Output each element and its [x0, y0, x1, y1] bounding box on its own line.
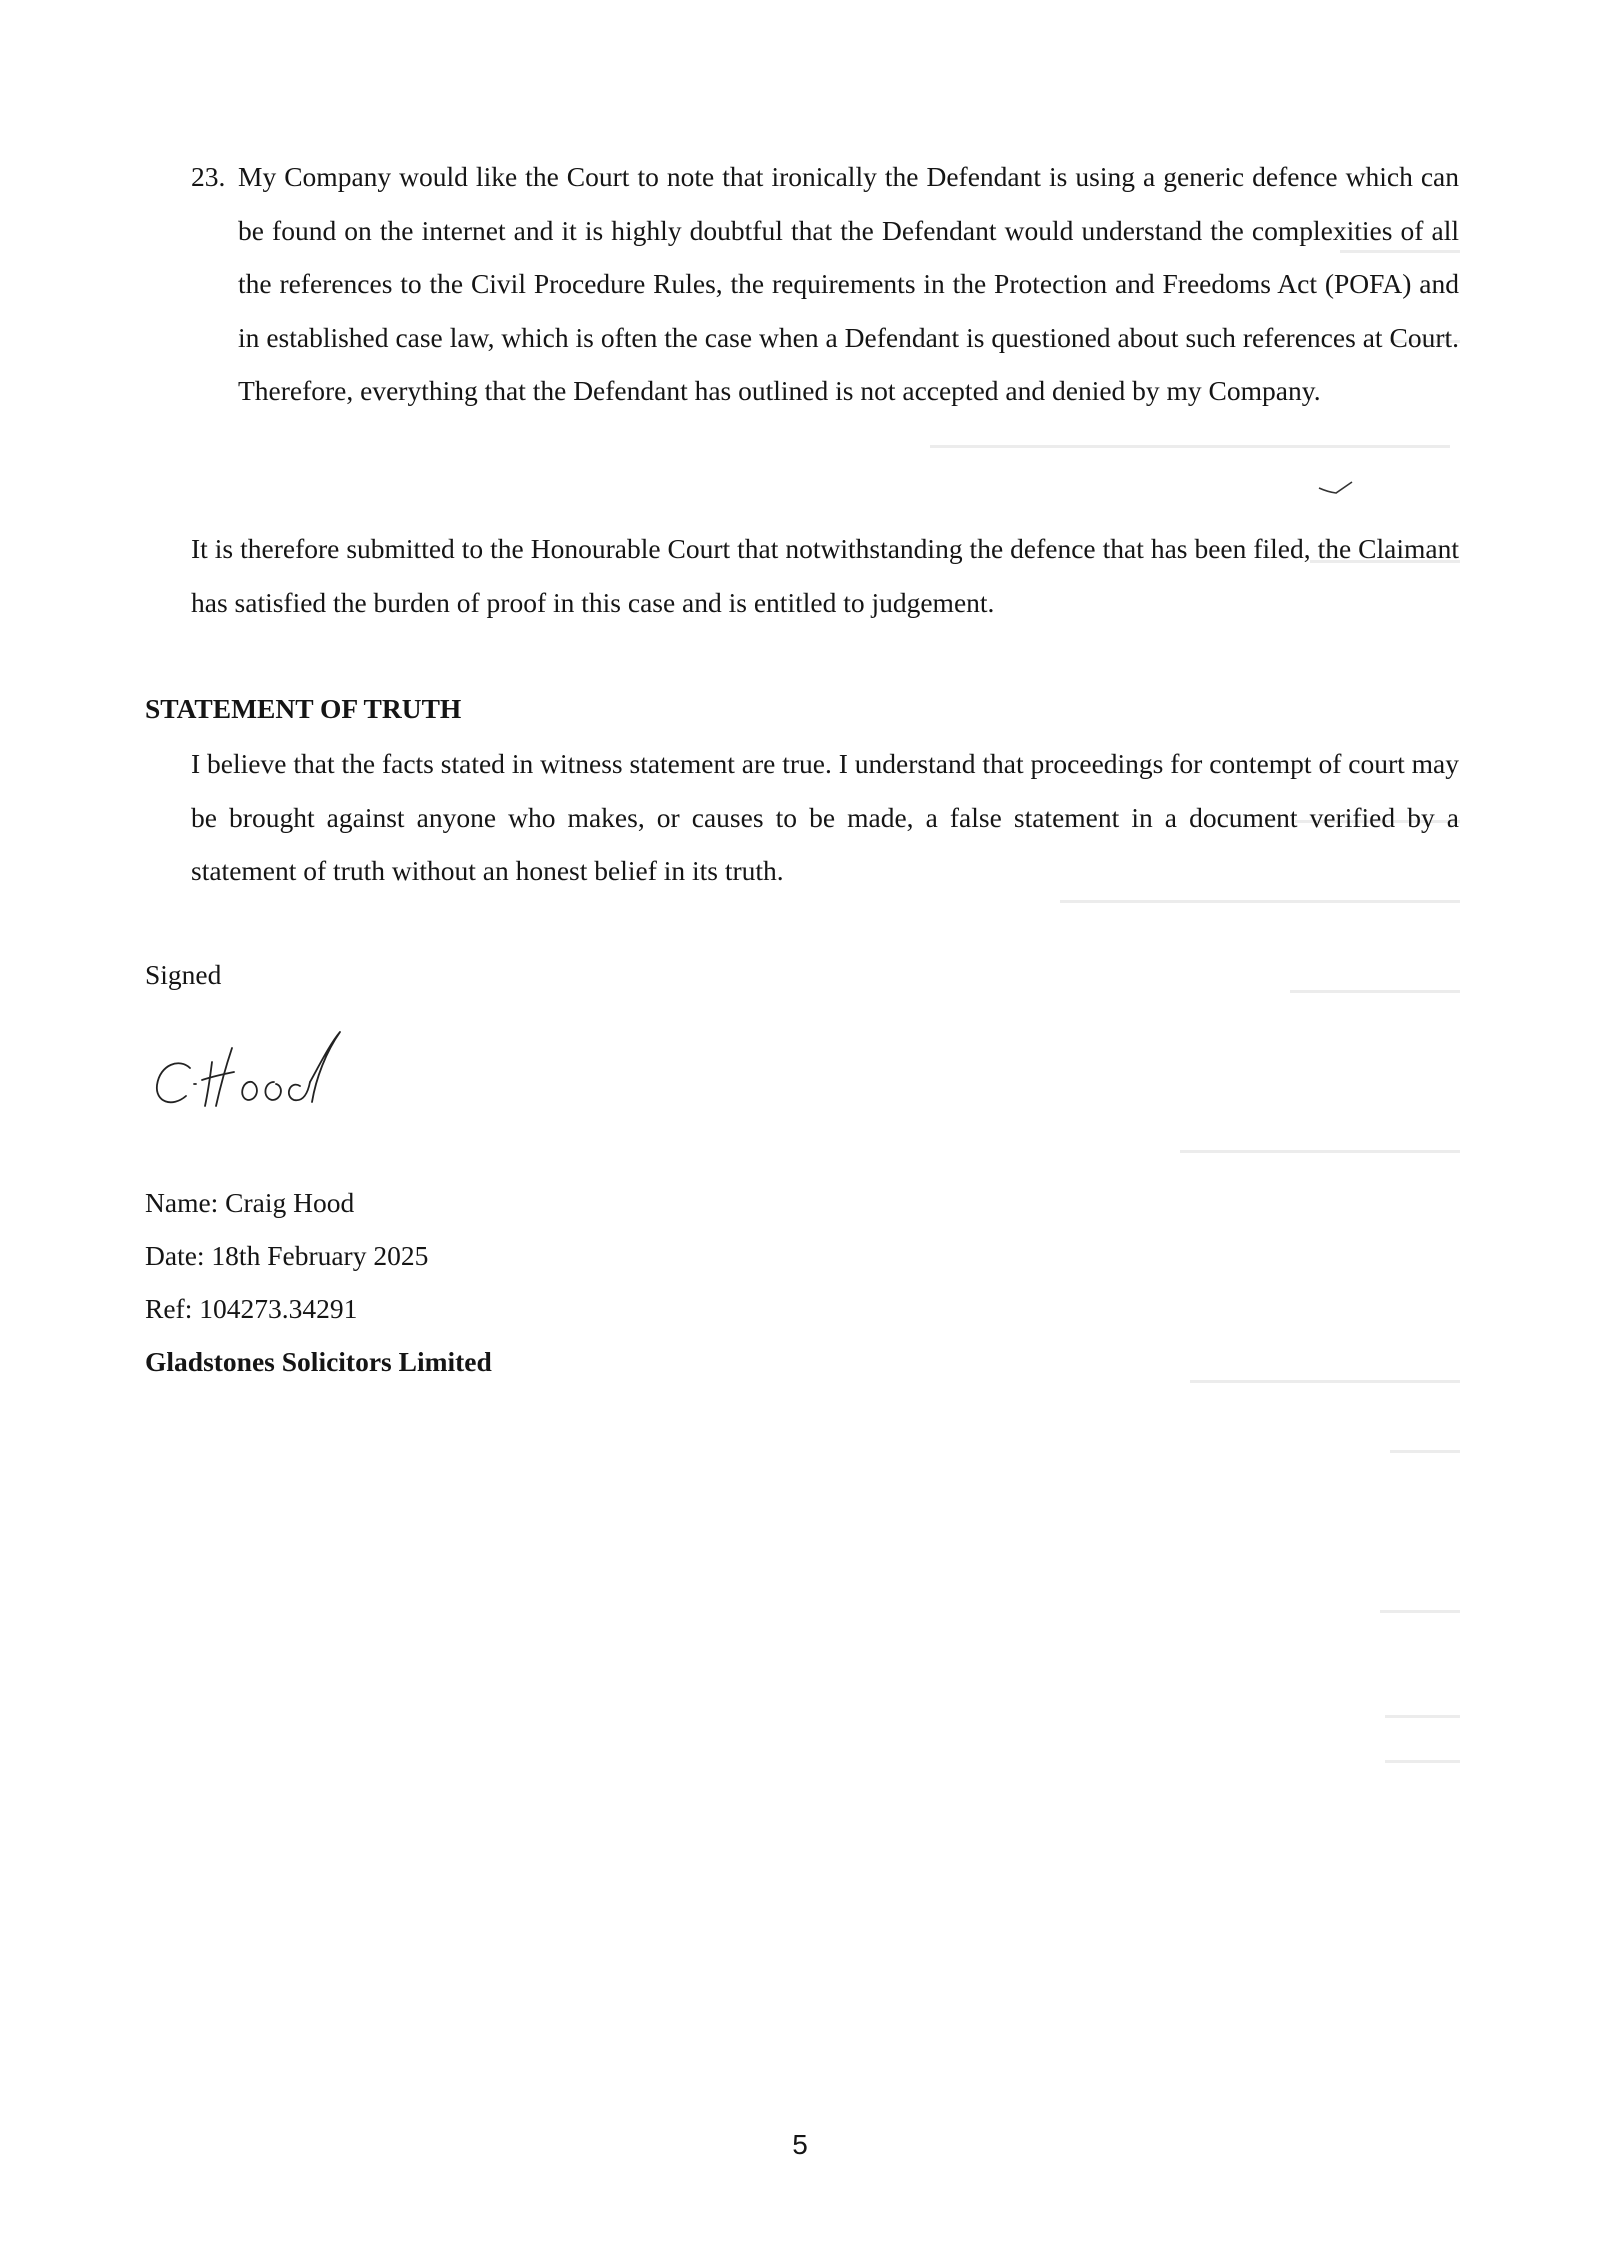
reference-number: Ref: 104273.34291	[145, 1293, 358, 1324]
signatory-name: Name: Craig Hood	[145, 1187, 355, 1218]
paragraph-number: 23.	[191, 161, 226, 192]
page-number: 5	[792, 2129, 808, 2160]
firm-name: Gladstones Solicitors Limited	[145, 1346, 492, 1377]
paragraph-text: My Company would like the Court to note that ironically the Defendant is using a generic defence which can be found on the internet and it is highly doubtful that the Defendant would understand the complexities of all the references to the Civil Procedure Rules, the requirements in the Protection and Freedoms Act (POFA) and in established case law, which is often the case when a Defendant is questioned about such references at Court. Therefore, everything that the Defendant has outlined is not accepted and denied by my Company.	[238, 161, 1459, 406]
statement-of-truth-text: I believe that the facts stated in witness statement are true. I understand that proceedings for contempt of court may be brought against anyone who makes, or causes to be made, a false statement in a document verified by a statement of truth without an honest belief in its truth.	[191, 748, 1459, 886]
handwritten-tick-mark	[1318, 480, 1354, 498]
statement-of-truth-heading: STATEMENT OF TRUTH	[145, 693, 462, 724]
submission-paragraph: It is therefore submitted to the Honourable Court that notwithstanding the defence that has been filed, the Claimant has satisfied the burden of proof in this case and is entitled to judgement.	[191, 533, 1459, 618]
signed-label: Signed	[145, 959, 222, 990]
signing-date: Date: 18th February 2025	[145, 1240, 429, 1271]
paragraph-23	[191, 150, 1459, 418]
handwritten-signature	[150, 1030, 390, 1120]
